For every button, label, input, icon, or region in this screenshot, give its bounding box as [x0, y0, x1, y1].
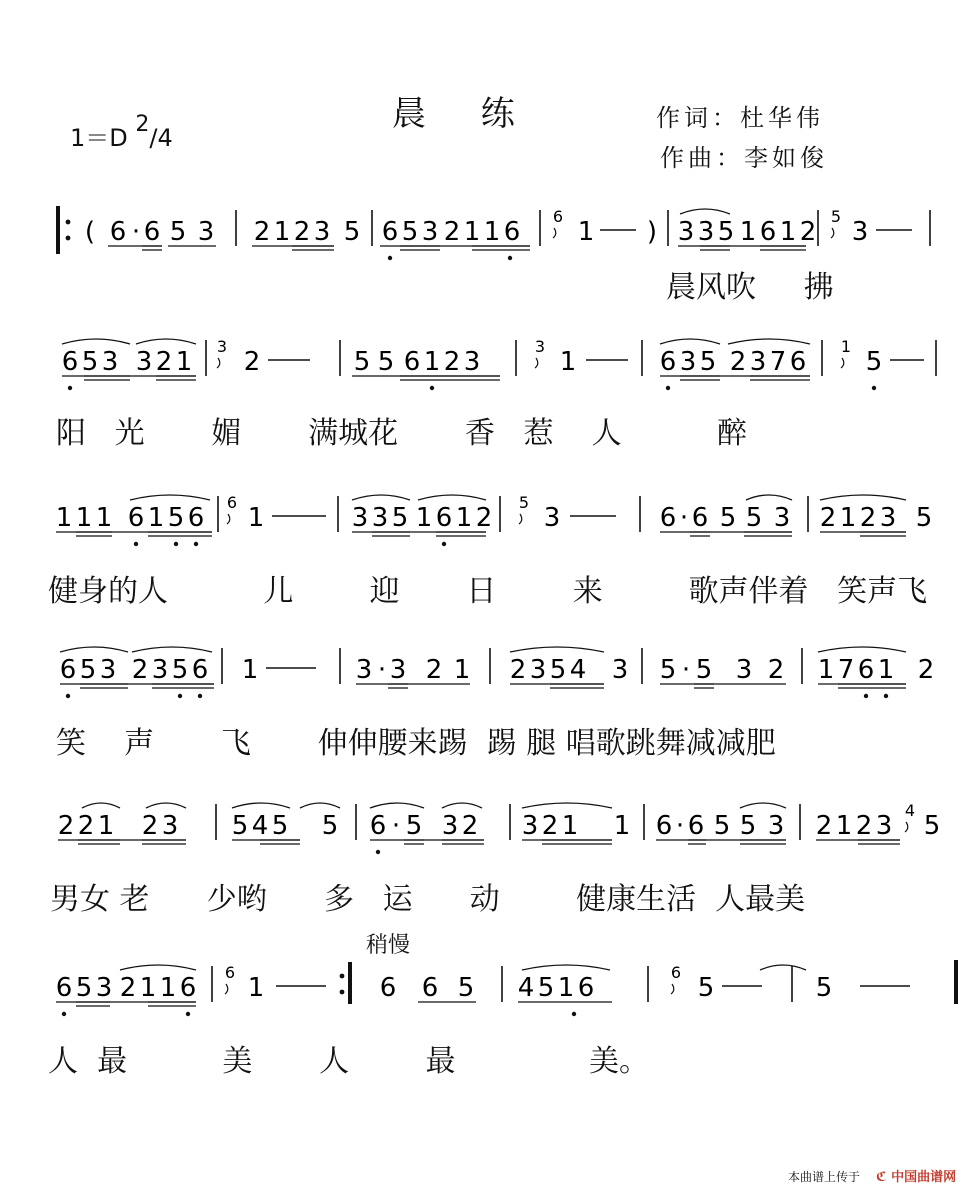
- note: 3: [749, 347, 767, 377]
- lyricist-credit: 作词：杜华伟: [656, 104, 824, 132]
- slur: [740, 803, 786, 808]
- note: 3: [851, 217, 869, 247]
- note: 2: [155, 347, 173, 377]
- grace-note: 5: [518, 493, 530, 512]
- note: 2: [729, 347, 747, 377]
- note: ·: [675, 811, 685, 841]
- note: 1: [483, 217, 501, 247]
- repeat-dot: [66, 236, 71, 241]
- note: 2: [767, 655, 785, 685]
- grace-mark: [841, 358, 844, 368]
- grace-note: 6: [670, 963, 682, 982]
- note: 5: [171, 655, 189, 685]
- note: 3: [697, 217, 715, 247]
- note: 3: [313, 217, 331, 247]
- grace-mark: [905, 822, 908, 832]
- note: 5: [695, 655, 713, 685]
- grace-note: 3: [216, 337, 228, 356]
- note: 6: [403, 347, 421, 377]
- note: 1: [55, 503, 73, 533]
- note: 6: [759, 217, 777, 247]
- note: 1: [175, 347, 193, 377]
- octave-dot: [376, 850, 380, 854]
- note: 2: [77, 811, 95, 841]
- note: 6: [379, 973, 397, 1003]
- note: 6: [421, 973, 439, 1003]
- note: 6: [691, 503, 709, 533]
- note: 2: [119, 973, 137, 1003]
- grace-mark: [535, 358, 538, 368]
- grace-note: 6: [552, 207, 564, 226]
- note: 3: [529, 655, 547, 685]
- note: 1: [241, 655, 259, 685]
- grace-mark: [225, 984, 228, 994]
- slur: [522, 803, 612, 808]
- note: 6: [687, 811, 705, 841]
- note: 5: [321, 811, 339, 841]
- note: ·: [681, 655, 691, 685]
- note: 6: [59, 655, 77, 685]
- lyric-line-2: 阳 光 媚 满城花 香 惹 人 醉: [56, 416, 747, 451]
- note: 5: [391, 503, 409, 533]
- note: 3: [151, 655, 169, 685]
- note: 5: [377, 347, 395, 377]
- slur: [132, 647, 212, 652]
- slur: [818, 647, 906, 652]
- slur: [146, 803, 186, 808]
- lyric-line-3: 健身的人 儿 迎 日 来 歌声伴着 笑声飞: [48, 574, 928, 609]
- note: 2: [815, 811, 833, 841]
- note: 5: [815, 973, 833, 1003]
- note: 4: [517, 973, 535, 1003]
- octave-dot: [666, 386, 670, 390]
- note: 6: [655, 811, 673, 841]
- note: ·: [391, 811, 401, 841]
- slur: [510, 647, 604, 652]
- octave-dot: [66, 694, 70, 698]
- composer-credit: 作曲：李如俊: [660, 144, 828, 172]
- slur: [746, 495, 792, 500]
- slur: [728, 339, 810, 344]
- note: 4: [251, 811, 269, 841]
- note: 3: [679, 347, 697, 377]
- note: 6: [435, 503, 453, 533]
- note: 7: [769, 347, 787, 377]
- note: 1: [159, 973, 177, 1003]
- note: 5: [81, 347, 99, 377]
- slur: [442, 803, 482, 808]
- grace-note: 3: [534, 337, 546, 356]
- note: 1: [559, 347, 577, 377]
- note: 5: [719, 503, 737, 533]
- note: 3: [351, 503, 369, 533]
- note: 3: [421, 217, 439, 247]
- slur: [370, 803, 424, 808]
- note: 2: [57, 811, 75, 841]
- note: 1: [455, 503, 473, 533]
- note: 5: [713, 811, 731, 841]
- note: 1: [453, 655, 471, 685]
- note: 5: [659, 655, 677, 685]
- note: 2: [141, 811, 159, 841]
- note: 4: [569, 655, 587, 685]
- note: 2: [475, 503, 493, 533]
- note: 5: [353, 347, 371, 377]
- note: 2: [443, 347, 461, 377]
- grace-note: 6: [226, 493, 238, 512]
- note: 5: [865, 347, 883, 377]
- grace-mark: [519, 514, 522, 524]
- slur: [522, 965, 610, 970]
- note: 1: [147, 503, 165, 533]
- note: 5: [343, 217, 361, 247]
- note: 2: [859, 503, 877, 533]
- repeat-dot: [66, 220, 71, 225]
- octave-dot: [174, 542, 178, 546]
- repeat-dot: [340, 974, 345, 979]
- note: 6: [187, 503, 205, 533]
- slur: [352, 495, 410, 500]
- slur: [660, 339, 720, 344]
- key-text: 1＝D: [70, 124, 128, 152]
- note: 5: [231, 811, 249, 841]
- note: 1: [247, 973, 265, 1003]
- time-signature-bottom: 4: [157, 124, 173, 152]
- note: 6: [659, 503, 677, 533]
- note: 1: [95, 503, 113, 533]
- note: 6: [143, 217, 161, 247]
- slur: [232, 803, 290, 808]
- note: 1: [557, 973, 575, 1003]
- note: 6: [179, 973, 197, 1003]
- key-signature: [70, 112, 173, 153]
- note: 3: [99, 655, 117, 685]
- note: 6: [503, 217, 521, 247]
- octave-dot: [388, 256, 392, 260]
- note: 6: [61, 347, 79, 377]
- note: 3: [543, 503, 561, 533]
- note: 1: [273, 217, 291, 247]
- time-signature-slash: /: [149, 124, 158, 152]
- note: 1: [817, 655, 835, 685]
- octave-dot: [194, 542, 198, 546]
- note: 2: [293, 217, 311, 247]
- note: 3: [611, 655, 629, 685]
- note: 5: [923, 811, 941, 841]
- note: 1: [139, 973, 157, 1003]
- note: 5: [457, 973, 475, 1003]
- grace-mark: [553, 228, 556, 238]
- octave-dot: [508, 256, 512, 260]
- grace-mark: [671, 984, 674, 994]
- note: 5: [699, 347, 717, 377]
- note: 6: [191, 655, 209, 685]
- slur: [820, 495, 906, 500]
- note: 3: [135, 347, 153, 377]
- octave-dot: [68, 386, 72, 390]
- note: 3: [197, 217, 215, 247]
- site-name: 中国曲谱网: [891, 1170, 957, 1185]
- note: 6: [857, 655, 875, 685]
- note: 5: [549, 655, 567, 685]
- note: 6: [577, 973, 595, 1003]
- slur: [60, 647, 128, 652]
- song-title: 晨 练: [392, 94, 537, 134]
- note: ·: [679, 503, 689, 533]
- octave-dot: [572, 1012, 576, 1016]
- note: 5: [745, 503, 763, 533]
- note: 3: [875, 811, 893, 841]
- logo-icon: ℭ: [876, 1170, 887, 1185]
- note: 7: [837, 655, 855, 685]
- note: 5: [537, 973, 555, 1003]
- slur: [130, 495, 210, 500]
- lyric-line-6: 人 最 美 人 最 美。: [48, 1044, 649, 1079]
- note: 2: [541, 811, 559, 841]
- tempo-marking: 稍慢: [366, 933, 411, 958]
- note: 6: [55, 973, 73, 1003]
- note: 1: [415, 503, 433, 533]
- time-signature-top: 2: [135, 112, 150, 137]
- octave-dot: [62, 1012, 66, 1016]
- note: 6: [109, 217, 127, 247]
- note: 3: [521, 811, 539, 841]
- note: 1: [75, 503, 93, 533]
- note: 5: [79, 655, 97, 685]
- note: 3: [355, 655, 373, 685]
- octave-dot: [884, 694, 888, 698]
- note: 2: [461, 811, 479, 841]
- note: 5: [739, 811, 757, 841]
- lyric-line-4: 笑 声 飞 伸伸腰来踢 踢 腿 唱歌跳舞减减肥: [56, 726, 776, 761]
- octave-dot: [186, 1012, 190, 1016]
- octave-dot: [864, 694, 868, 698]
- note: 3: [773, 503, 791, 533]
- note: 6: [127, 503, 145, 533]
- octave-dot: [134, 542, 138, 546]
- note: 6: [789, 347, 807, 377]
- octave-dot: [178, 694, 182, 698]
- note: 1: [613, 811, 631, 841]
- slur: [120, 965, 196, 970]
- note: 6: [369, 811, 387, 841]
- slur: [300, 803, 340, 808]
- slur: [760, 965, 806, 970]
- note: 3: [95, 973, 113, 1003]
- octave-dot: [442, 542, 446, 546]
- octave-dot: [872, 386, 876, 390]
- note: 2: [443, 217, 461, 247]
- note: 5: [271, 811, 289, 841]
- note: 6: [659, 347, 677, 377]
- note: 5: [401, 217, 419, 247]
- upload-note: 本曲谱上传于: [788, 1170, 861, 1184]
- note: 1: [779, 217, 797, 247]
- grace-mark: [217, 358, 220, 368]
- note: 1: [97, 811, 115, 841]
- note: 1: [739, 217, 757, 247]
- note: 3: [677, 217, 695, 247]
- note: 2: [799, 217, 817, 247]
- grace-note: 1: [840, 337, 852, 356]
- note: 2: [917, 655, 935, 685]
- grace-note: 5: [830, 207, 842, 226]
- note: 1: [839, 503, 857, 533]
- slur: [62, 339, 130, 344]
- note: 2: [819, 503, 837, 533]
- note: 1: [577, 217, 595, 247]
- note: 5: [915, 503, 933, 533]
- note: 5: [697, 973, 715, 1003]
- note: 5: [717, 217, 735, 247]
- paren: (: [84, 217, 96, 247]
- note: 1: [835, 811, 853, 841]
- note: 5: [167, 503, 185, 533]
- note: 3: [463, 347, 481, 377]
- paren: ): [646, 217, 658, 247]
- note: 2: [509, 655, 527, 685]
- note: 2: [243, 347, 261, 377]
- note: 5: [75, 973, 93, 1003]
- grace-mark: [227, 514, 230, 524]
- site-logo: [876, 1166, 956, 1185]
- note: 1: [247, 503, 265, 533]
- grace-note: 6: [224, 963, 236, 982]
- note: 1: [423, 347, 441, 377]
- slur: [418, 495, 486, 500]
- grace-mark: [831, 228, 834, 238]
- note: 1: [463, 217, 481, 247]
- note: 5: [169, 217, 187, 247]
- note: 2: [253, 217, 271, 247]
- note: 3: [767, 811, 785, 841]
- grace-note: 4: [904, 801, 916, 820]
- note: 3: [371, 503, 389, 533]
- octave-dot: [198, 694, 202, 698]
- lyric-line-5: 男女 老 少哟 多 运 动 健康生活 人最美: [50, 882, 806, 917]
- note: ·: [131, 217, 141, 247]
- note: 3: [735, 655, 753, 685]
- slur: [136, 339, 196, 344]
- note: ·: [377, 655, 387, 685]
- note: 1: [561, 811, 579, 841]
- note: 6: [381, 217, 399, 247]
- slur: [680, 209, 730, 214]
- note: 3: [441, 811, 459, 841]
- slur: [82, 803, 120, 808]
- lyric-line-1: 晨风吹 拂: [666, 270, 834, 305]
- note: 5: [405, 811, 423, 841]
- note: 2: [855, 811, 873, 841]
- note: 1: [877, 655, 895, 685]
- note: 3: [101, 347, 119, 377]
- note: 3: [161, 811, 179, 841]
- octave-dot: [430, 386, 434, 390]
- note: 3: [389, 655, 407, 685]
- note: 3: [879, 503, 897, 533]
- note: 2: [131, 655, 149, 685]
- repeat-dot: [340, 990, 345, 995]
- note: 2: [425, 655, 443, 685]
